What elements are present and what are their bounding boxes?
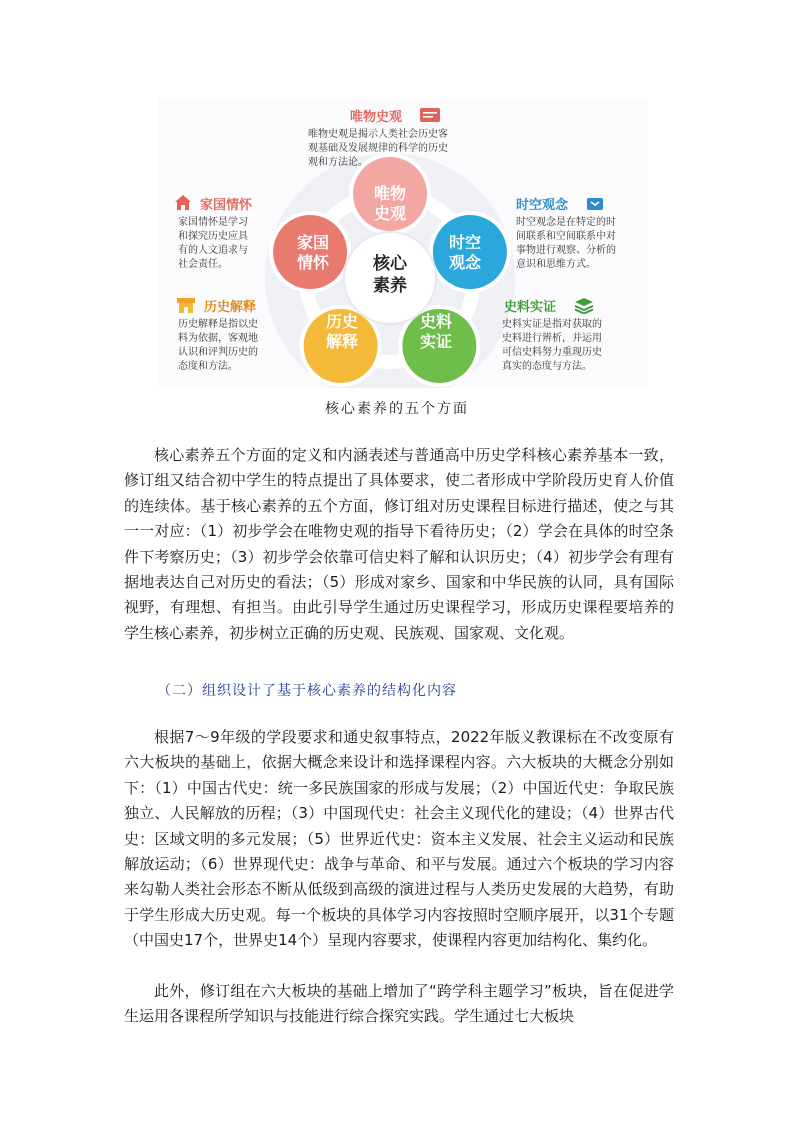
paragraph-core-literacy: 核心素养五个方面的定义和内涵表述与普通高中历史学科核心素养基本一致，修订组又结合初中学生的特点提出了具体要求，使二者形成中学阶段历史育人价值的连续体。基于核心素养的五个方面，修订组对历史课程目标进行描述，使之与其一一对应：（1）初步学会在唯物史观的指导下看待历史；（2）学会在具体的时空条件下考察历史；（3）初步学会依靠可信史料了解和认识历史；（4）初步学会有理有据地表达自己对历史的看法；（5）形成对家乡、国家和中华民族的认同，具有国际视野，有理想、有担当。由此引导学生通过历史课程学习，形成历史课程要培养的学生核心素养，初步树立正确的历史观、民族观、国家观、文化观。 (124, 446, 674, 642)
circle-label-materialism: 唯物 史观 (373, 184, 406, 223)
interpretation-title: 历史解释 (204, 300, 257, 315)
circle-label-interpretation: 历史 解释 (325, 312, 358, 351)
core-literacy-figure (158, 98, 648, 388)
document-icon (420, 108, 440, 122)
center-label: 核心 素养 (373, 254, 407, 296)
paragraph-structured-content: 根据7～9年级的学段要求和通史叙事特点，2022年版义教课标在不改变原有六大板块的基础上，依据大概念来设计和选择课程内容。六大板块的大概念分别如下：（1）中国古代史：统一多民族国家的形成与发展；（2）中国近代史：争取民族独立、人民解放的历程；（3）中国现代史：社会主义现代化的建设；（4）世界古代史：区域文明的多元发展；（5）世界近代史：资本主义发展、社会主义运动和民族解放运动；（6）世界现代史：战争与革命、和平与发展。通过六个板块的学习内容来勾勒人类社会形态不断从低级到高级的演进过程与人类历史发展的大趋势，有助于学生形成大历史观。每一个板块的具体学习内容按照时空顺序展开，以31个专题（中国史17个，世界史14个）呈现内容要求，使课程内容更加结构化、集约化。 (124, 728, 674, 950)
section-heading: （二）组织设计了基于核心素养的结构化内容 (157, 683, 457, 699)
evidence-desc: 史料实证是指对获取的 史料进行辨析，并运用 可信史料努力重现历史 真实的态度与方法。 (502, 319, 602, 372)
interpretation-desc: 历史解释是指以史 料为依据，客观地 认识和评判历史的 态度和方法。 (178, 319, 258, 372)
store-icon (176, 296, 196, 314)
homeland-desc: 家国情怀是学习 和探究历史应具 有的人文追求与 社会责任。 (178, 217, 248, 270)
spacetime-desc: 时空观念是在特定的时 间联系和空间联系中对 事物进行观察、分析的 意识和思维方式。 (516, 217, 616, 270)
layers-icon (574, 296, 594, 314)
inbox-icon (586, 195, 604, 211)
figure-caption: 核心素养的五个方面 (325, 401, 469, 417)
materialism-title: 唯物史观 (350, 110, 403, 125)
home-icon (173, 193, 193, 211)
circle-label-homeland: 家国 情怀 (296, 233, 329, 272)
materialism-desc: 唯物史观是揭示人类社会历史客 观基础及发展规律的科学的历史 观和方法论。 (308, 129, 448, 168)
circle-label-spacetime: 时空 观念 (448, 233, 481, 272)
circle-label-evidence: 史料 实证 (419, 312, 452, 351)
evidence-title: 史料实证 (504, 300, 557, 315)
homeland-title: 家国情怀 (200, 198, 253, 213)
spacetime-title: 时空观念 (516, 198, 569, 213)
paragraph-interdisciplinary: 此外，修订组在六大板块的基础上增加了“跨学科主题学习”板块，旨在促进学生运用各课程所学知识与技能进行综合探究实践。学生通过七大板块 (124, 982, 674, 1026)
